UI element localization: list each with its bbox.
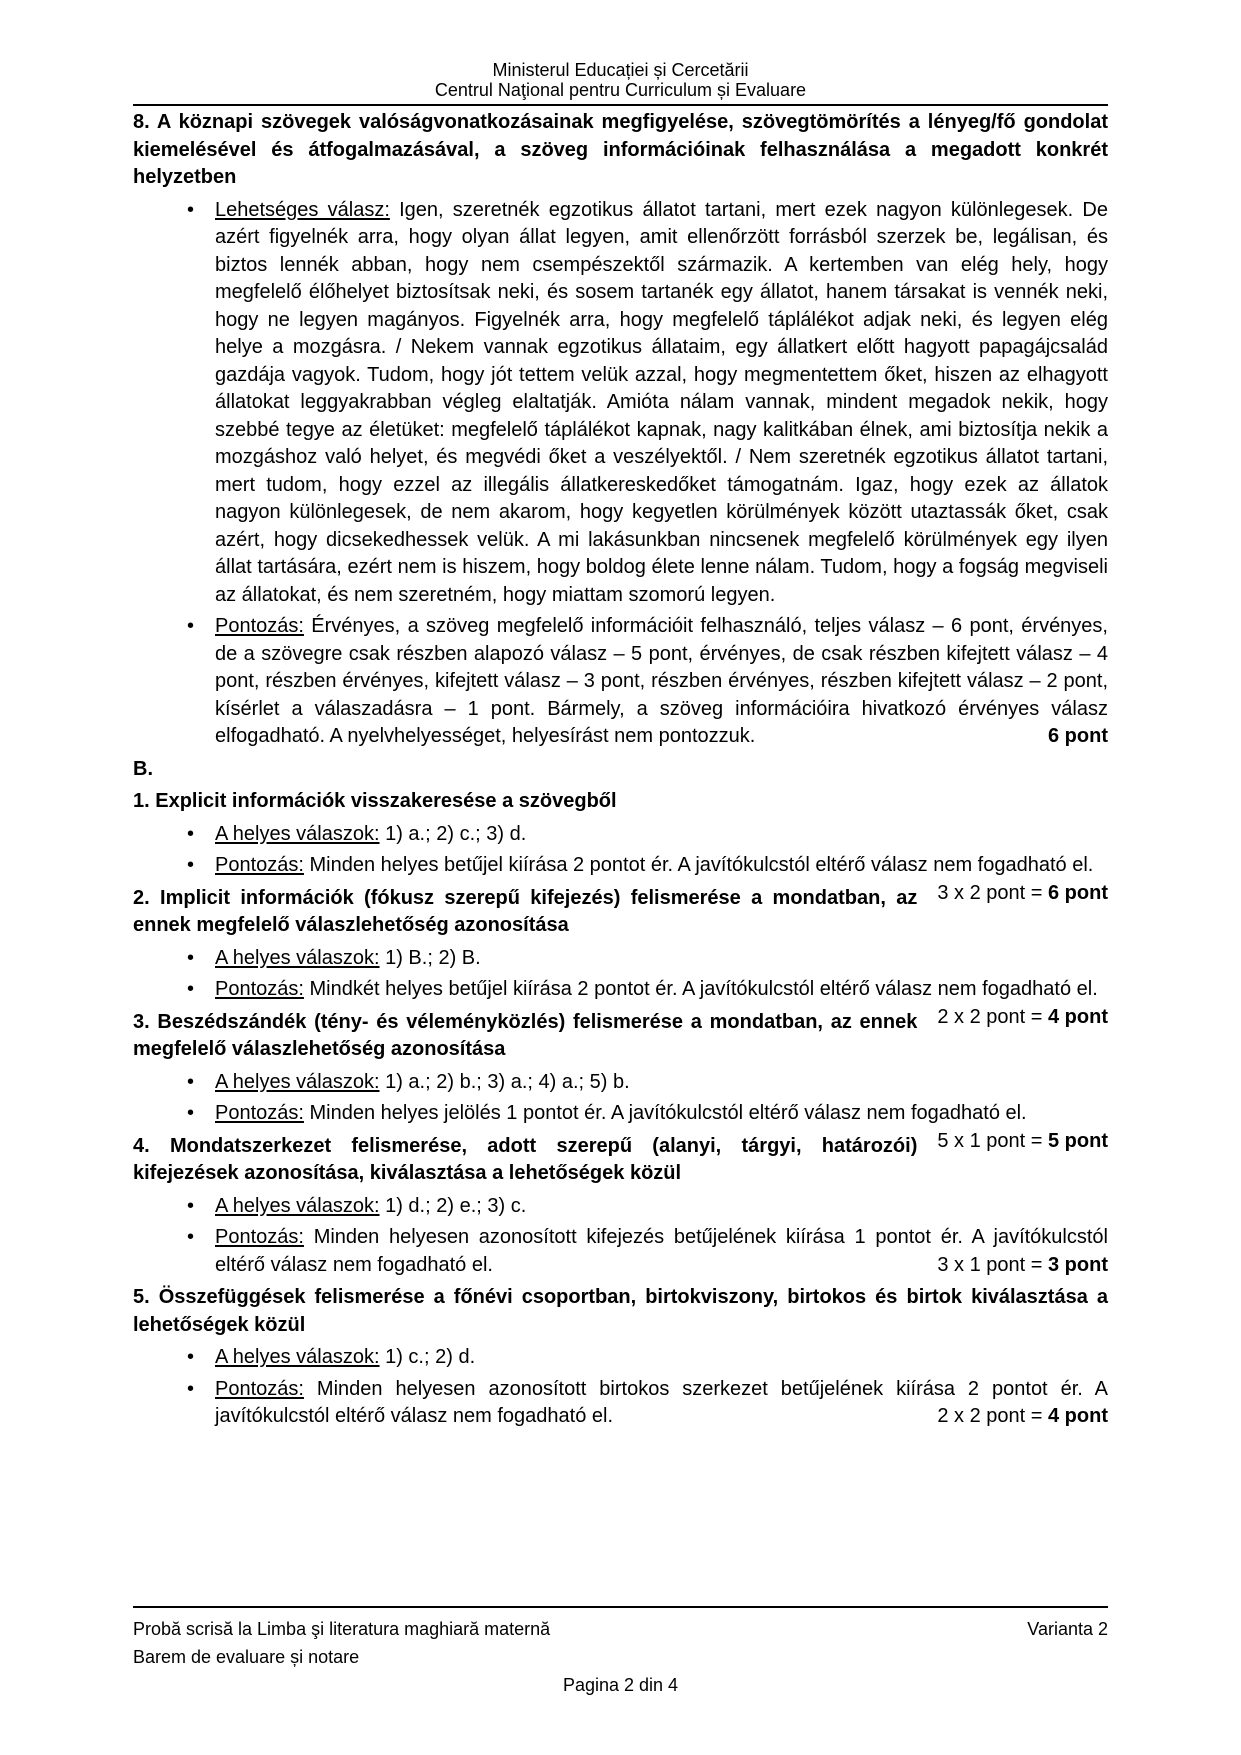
- item-5-scoring: [187, 1376, 1109, 1431]
- score-total: 6 pont: [1048, 725, 1108, 747]
- answers-text: 1) a.; 2) b.; 3) a.; 4) a.; 5) b.: [385, 1070, 630, 1093]
- header-line-2: Centrul Naţional pentru Curriculum și Evaluare: [434, 80, 807, 100]
- item-1-title: 1. Explicit információk visszakeresése a szövegből: [133, 790, 617, 812]
- score-value: [937, 1004, 1108, 1032]
- score-total: 3 pont: [1048, 1253, 1108, 1276]
- score-total: 4 pont: [1048, 1405, 1108, 1427]
- scoring-text: Mindkét helyes betűjel kiírása 2 pontot ér. A javítókulcstól eltérő válasz nem fogadható el.: [309, 978, 1098, 1000]
- scoring-text: Minden helyesen azonosított kifejezés betűjelének kiírása 1 pontot ér. A javítókulcstól eltérő válasz nem fogadható el.: [215, 1226, 1108, 1276]
- score-value: [937, 880, 1108, 908]
- item-1-scoring: [187, 852, 1108, 904]
- answers-text: 1) a.; 2) c.; 3) d.: [385, 822, 527, 845]
- score-value: [1048, 723, 1108, 751]
- header-divider: [133, 104, 1108, 106]
- answers-text: 1) d.; 2) e.; 3) c.: [385, 1194, 527, 1217]
- answers-text: 1) B.; 2) B.: [385, 946, 481, 969]
- scoring-text: Minden helyes jelölés 1 pontot ér. A javítókulcstól eltérő válasz nem fogadható el.: [309, 1102, 1027, 1124]
- score-total: 5 pont: [1048, 1129, 1108, 1152]
- answers-label: A helyes válaszok:: [215, 1194, 380, 1217]
- section-8-title: 8. A köznapi szövegek valóságvonatkozásainak megfigyelése, szövegtömörítés a lényeg/fő gondolat kiemelésével és átfogalmazásával, a szöveg információinak felhasználása a megadott konkrét helyzetben: [133, 111, 1108, 188]
- bullet-icon: •: [187, 198, 195, 221]
- score-total: 4 pont: [1048, 1005, 1108, 1028]
- scoring-label: Pontozás:: [215, 615, 304, 637]
- item-2-title: 2. Implicit információk (fókusz szerepű kifejezés) felismerése a mondatban, az ennek megfelelő válaszlehetőség azonosítása: [133, 886, 918, 936]
- bullet-icon: •: [187, 978, 195, 1000]
- item-4-scoring: [187, 1224, 1108, 1279]
- score-formula: 2 x 2 pont =: [937, 1405, 1048, 1427]
- scoring-text: Minden helyes betűjel kiírása 2 pontot ér. A javítókulcstól eltérő válasz nem fogadható el.: [309, 854, 1094, 876]
- scoring-label: Pontozás:: [215, 1226, 304, 1248]
- score-formula: 2 x 2 pont =: [937, 1005, 1048, 1028]
- score-value: [937, 1403, 1108, 1431]
- document-body: [133, 109, 1108, 1431]
- possible-answer-text: Igen, szeretnék egzotikus állatot tartani, mert ezek nagyon különlegesek. De azért figyelnék arra, hogy olyan állat legyen, amit ellenőrzött forrásból szerzek be, legálisan, és biztos lennék abban, hogy nem csempészektől származik. A kertemben van elég hely, hogy megfelelő élőhelyet biztosítsak neki, és sosem tartanék egy állatot, hanem társakat is vennék neki, hogy ne legyen magányos. Figyelnék arra, hogy megfelelő táplálékot adjak neki, és legyen elég helye a mozgásra. / Nekem vannak egzotikus állataim, egy állatkert előtt hagyott papagájcsalád gazdája vagyok. Tudom, hogy jót tettem velük azzal, hogy megmentettem őket, hiszen az elhagyott állatokat leggyakrabban végleg elaltatják. Amióta nálam vannak, mindent megadok nekik, hogy szebbé tegye az életüket: megfelelő táplálékot kapnak, nagy kalitkában élnek, ami biztosítja nekik a mozgáshoz való helyet, és megvédi őket a veszélyektől. / Nem szeretnék egzotikus állatot tartani, mert tudom, hogy ezzel az illegális állatkereskedőket támogatnám. Igaz, hogy ezek az állatok nagyon különlegesek, de nem akarom, hogy kegyetlen körülmények között utaztassák őket, csak azért, hogy dicsekedhessek velük. A mi lakásunkban nincsenek megfelelő körülmények egy ilyen állat tartására, ezért nem is hiszem, hogy boldog élete lenne nálam. Tudom, hogy a fogság megviseli az állatokat, és nem szeretném, hogy miattam szomorú legyen.: [215, 198, 1108, 606]
- score-formula: 5 x 1 pont =: [937, 1129, 1048, 1152]
- item-2-scoring: [187, 976, 1108, 1028]
- scoring-text: Érvényes, a szöveg megfelelő információit felhasználó, teljes válasz – 6 pont, érvényes, de a szövegre csak részben alapozó válasz – 5 pont, érvényes, de csak részben kifejtett válasz – 4 pont, részben érvényes, kifejtett válasz – 3 pont, részben érvényes, részben kifejtett válasz – 2 pont, kísérlet a válaszadásra – 1 pont. Bármely, a szöveg információira hivatkozó érvényes válasz elfogadható. A nyelvhelyességet, helyesírást nem pontozzuk.: [215, 615, 1108, 747]
- item-4-title: 4. Mondatszerkezet felismerése, adott szerepű (alanyi, tárgyi, határozói) kifejezések azonosítása, kiválasztása a lehetőségek közül: [133, 1134, 918, 1184]
- scoring-label: Pontozás:: [215, 1377, 304, 1400]
- footer-exam-title: Probă scrisă la Limba şi literatura maghiară maternă: [133, 1619, 551, 1639]
- answers-label: A helyes válaszok:: [215, 946, 380, 969]
- item-3-answers: [187, 1069, 1108, 1097]
- item-3-title: 3. Beszédszándék (tény- és véleményközlés) felismerése a mondatban, az ennek megfelelő válaszlehetőség azonosítása: [133, 1010, 918, 1060]
- page-footer: [133, 1606, 1108, 1699]
- item-2-answers: [187, 945, 1108, 973]
- score-value: [937, 1128, 1108, 1156]
- page-header: [133, 60, 1108, 100]
- item-4-answers: [187, 1193, 1108, 1221]
- answers-text: 1) c.; 2) d.: [385, 1346, 476, 1368]
- score-value: [937, 1252, 1108, 1280]
- score-formula: 3 x 2 pont =: [937, 881, 1048, 904]
- bullet-icon: •: [187, 822, 195, 845]
- bullet-icon: •: [187, 1377, 195, 1400]
- item-5-title: 5. Összefüggések felismerése a főnévi csoportban, birtokviszony, birtokos és birtok kiválasztása a lehetőségek közül: [133, 1286, 1108, 1336]
- score-formula: 3 x 1 pont =: [937, 1253, 1048, 1276]
- bullet-icon: •: [187, 615, 195, 637]
- scoring-label: Pontozás:: [215, 854, 304, 876]
- bullet-icon: •: [187, 1070, 195, 1093]
- scoring-text: Minden helyesen azonosított birtokos szerkezet betűjelének kiírása 2 pontot ér. A javítókulcstól eltérő válasz nem fogadható el.: [215, 1377, 1109, 1427]
- footer-variant: Varianta 2: [1027, 1619, 1108, 1639]
- scoring-label: Pontozás:: [215, 1102, 304, 1124]
- bullet-icon: •: [187, 1226, 195, 1248]
- bullet-icon: •: [187, 1102, 195, 1124]
- bullet-icon: •: [187, 854, 195, 876]
- item-5-answers: [187, 1344, 1108, 1372]
- section-8-possible-answer: [187, 197, 1108, 610]
- footer-barem: Barem de evaluare și notare: [133, 1647, 360, 1667]
- answers-label: A helyes válaszok:: [215, 1346, 380, 1368]
- footer-page-number: Pagina 2 din 4: [562, 1675, 679, 1695]
- answers-label: A helyes válaszok:: [215, 1070, 380, 1093]
- item-1-answers: [187, 821, 1108, 849]
- footer-row: [133, 1615, 1108, 1643]
- bullet-icon: •: [187, 946, 195, 969]
- score-total: 6 pont: [1048, 881, 1108, 904]
- answers-label: A helyes válaszok:: [215, 822, 380, 845]
- possible-answer-label: Lehetséges válasz:: [215, 198, 390, 221]
- bullet-icon: •: [187, 1194, 195, 1217]
- header-line-1: Ministerul Educației și Cercetării: [492, 60, 749, 80]
- scoring-label: Pontozás:: [215, 978, 304, 1000]
- bullet-icon: •: [187, 1346, 195, 1368]
- section-8-scoring: [187, 613, 1108, 751]
- item-3-scoring: [187, 1100, 1108, 1152]
- section-b-label: B.: [133, 757, 153, 780]
